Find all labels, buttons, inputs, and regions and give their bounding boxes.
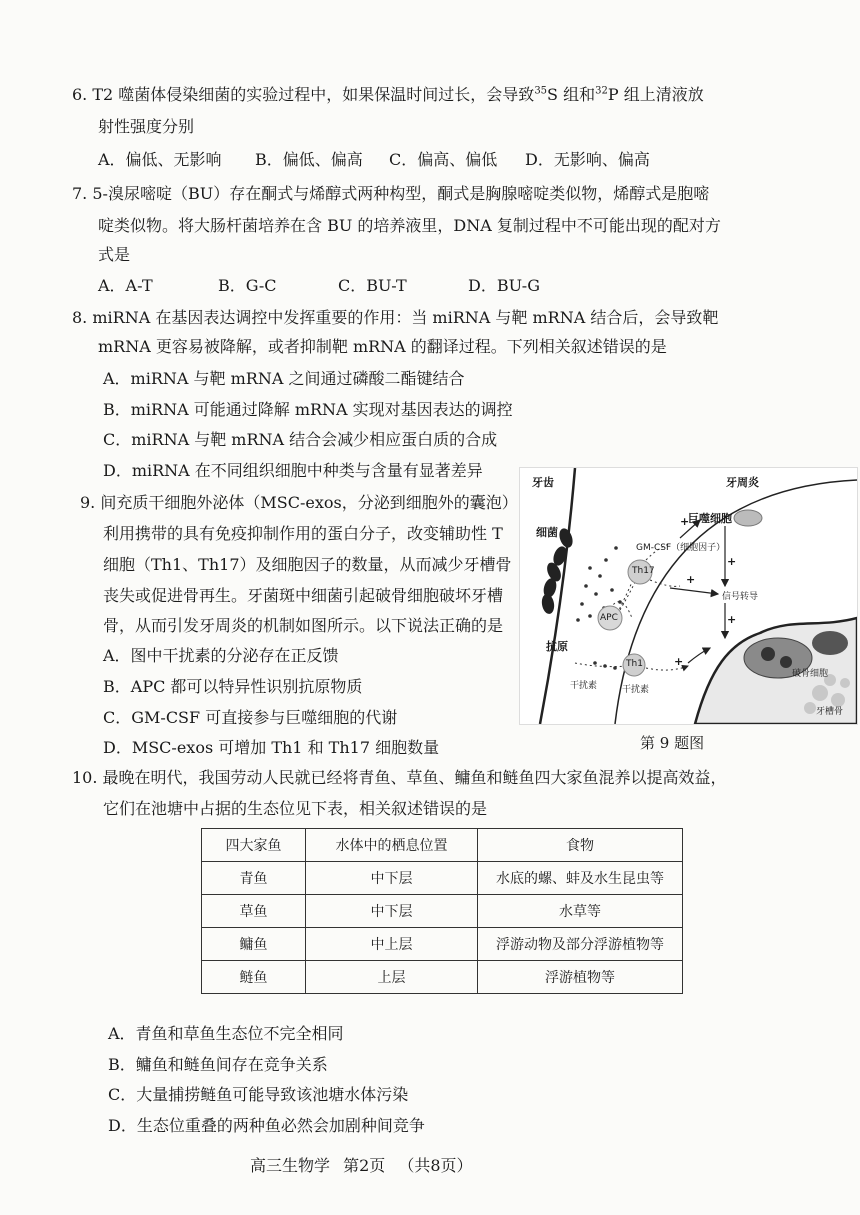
q8-text-line1: 8. miRNA 在基因表达调控中发挥重要的作用：当 miRNA 与靶 mRNA 结合后，会导致靶 <box>72 308 719 327</box>
figure-9-caption: 第 9 题图 <box>640 734 705 752</box>
q10-text-line2: 它们在池塘中占据的生态位见下表，相关叙述错误的是 <box>103 799 488 818</box>
q9-text-line4: 丧失或促进骨再生。牙菌斑中细菌引起破骨细胞破坏牙槽 <box>103 586 504 605</box>
label-bacteria: 细菌 <box>536 526 558 539</box>
table-cell: 草鱼 <box>202 895 306 928</box>
q7-text-line1: 7. 5-溴尿嘧啶（BU）存在酮式与烯醇式两种构型，酮式是胸腺嘧啶类似物，烯醇式是胞嘧 <box>72 184 710 203</box>
table-row <box>202 895 683 928</box>
figure-9 <box>519 467 858 725</box>
label-apc: APC <box>600 613 618 623</box>
table-cell: 水草等 <box>478 895 683 928</box>
q8-option-a: A．miRNA 与靶 mRNA 之间通过磷酸二酯键结合 <box>103 369 465 388</box>
q7-option-a: A．A-T <box>98 276 153 295</box>
label-plus-5: + <box>674 655 684 668</box>
label-plus-2: + <box>727 555 737 568</box>
table-cell: 水底的螺、蚌及水生昆虫等 <box>478 862 683 895</box>
q9-option-c: C．GM-CSF 可直接参与巨噬细胞的代谢 <box>103 708 398 727</box>
q10-option-d: D．生态位重叠的两种鱼必然会加剧种间竞争 <box>108 1116 425 1135</box>
label-periodontitis: 牙周炎 <box>726 476 759 489</box>
table-cell: 中上层 <box>306 928 478 961</box>
table-cell: 浮游植物等 <box>478 961 683 994</box>
q6-option-d: D．无影响、偏高 <box>525 150 650 169</box>
table-cell: 上层 <box>306 961 478 994</box>
q6-text-line2: 射性强度分别 <box>98 117 195 136</box>
q6-option-c: C．偏高、偏低 <box>389 150 498 169</box>
q10-option-a: A．青鱼和草鱼生态位不完全相同 <box>108 1024 344 1043</box>
page-footer: 高三生物学 第2页 （共8页） <box>250 1156 473 1175</box>
label-th1: Th1 <box>626 659 643 669</box>
q6-option-b: B．偏低、偏高 <box>255 150 363 169</box>
label-plus-4: + <box>727 613 737 626</box>
label-macrophage: 巨噬细胞 <box>688 512 732 525</box>
q8-option-d: D．miRNA 在不同组织细胞中种类与含量有显著差异 <box>103 461 483 480</box>
q9-option-a: A．图中干扰素的分泌存在正反馈 <box>103 646 339 665</box>
table-header-cell: 食物 <box>478 829 683 862</box>
q9-option-b: B．APC 都可以特异性识别抗原物质 <box>103 677 363 696</box>
label-interferon-1: 干扰素 <box>570 681 598 691</box>
table-header-row <box>202 829 683 862</box>
table-cell: 浮游动物及部分浮游植物等 <box>478 928 683 961</box>
q7-option-b: B．G-C <box>218 276 277 295</box>
table-header-cell: 四大家鱼 <box>202 829 306 862</box>
fish-niche-table <box>201 828 683 994</box>
q8-text-line2: mRNA 更容易被降解，或者抑制靶 mRNA 的翻译过程。下列相关叙述错误的是 <box>98 337 667 356</box>
q7-text-line3: 式是 <box>98 245 131 264</box>
q8-option-b: B．miRNA 可能通过降解 mRNA 实现对基因表达的调控 <box>103 400 513 419</box>
table-cell: 中下层 <box>306 895 478 928</box>
label-plus-3: + <box>686 573 696 586</box>
table-cell: 青鱼 <box>202 862 306 895</box>
q9-text-line2: 利用携带的具有免疫抑制作用的蛋白分子，改变辅助性 T <box>103 524 503 543</box>
table-row <box>202 862 683 895</box>
table-header-cell: 水体中的栖息位置 <box>306 829 478 862</box>
q7-option-c: C．BU-T <box>338 276 407 295</box>
label-tooth: 牙齿 <box>532 476 554 489</box>
q9-text-line3: 细胞（Th1、Th17）及细胞因子的数量，从而减少牙槽骨 <box>103 555 512 574</box>
label-osteoclast: 破骨细胞 <box>792 669 829 679</box>
q9-text-line5: 骨，从而引发牙周炎的机制如图所示。以下说法正确的是 <box>103 616 504 635</box>
table-cell: 鳙鱼 <box>202 928 306 961</box>
q9-option-d: D．MSC-exos 可增加 Th1 和 Th17 细胞数量 <box>103 738 440 757</box>
label-alveolar-bone: 牙槽骨 <box>816 707 844 717</box>
table-row <box>202 961 683 994</box>
q8-option-c: C．miRNA 与靶 mRNA 结合会减少相应蛋白质的合成 <box>103 430 498 449</box>
q10-option-b: B．鳙鱼和鲢鱼间存在竞争关系 <box>108 1055 328 1074</box>
label-interferon-2: 干扰素 <box>622 685 650 695</box>
table-cell: 鲢鱼 <box>202 961 306 994</box>
label-th17: Th17 <box>632 566 655 576</box>
label-plus-1: + <box>680 515 690 528</box>
macrophage-cell <box>734 510 762 526</box>
label-signal: 信号转导 <box>722 592 759 602</box>
table-cell: 中下层 <box>306 862 478 895</box>
q7-option-d: D．BU-G <box>468 276 540 295</box>
q10-text-line1: 10. 最晚在明代，我国劳动人民就已经将青鱼、草鱼、鳙鱼和鲢鱼四大家鱼混养以提高效益， <box>72 768 727 787</box>
q6-option-a: A．偏低、无影响 <box>98 150 222 169</box>
label-antigen: 抗原 <box>546 640 568 653</box>
q10-option-c: C．大量捕捞鲢鱼可能导致该池塘水体污染 <box>108 1085 409 1104</box>
q6-text-line1: 6. T2 噬菌体侵染细菌的实验过程中，如果保温时间过长，会导致$^{35}$S 组和$^{32}$P 组上清液放 <box>72 85 704 104</box>
table-row <box>202 928 683 961</box>
q7-text-line2: 啶类似物。将大肠杆菌培养在含 BU 的培养液里，DNA 复制过程中不可能出现的配对方 <box>98 216 721 235</box>
q9-text-line1: 9. 间充质干细胞外泌体（MSC-exos，分泌到细胞外的囊泡） <box>80 493 518 512</box>
label-gmcsf: GM-CSF（细胞因子） <box>636 543 726 553</box>
